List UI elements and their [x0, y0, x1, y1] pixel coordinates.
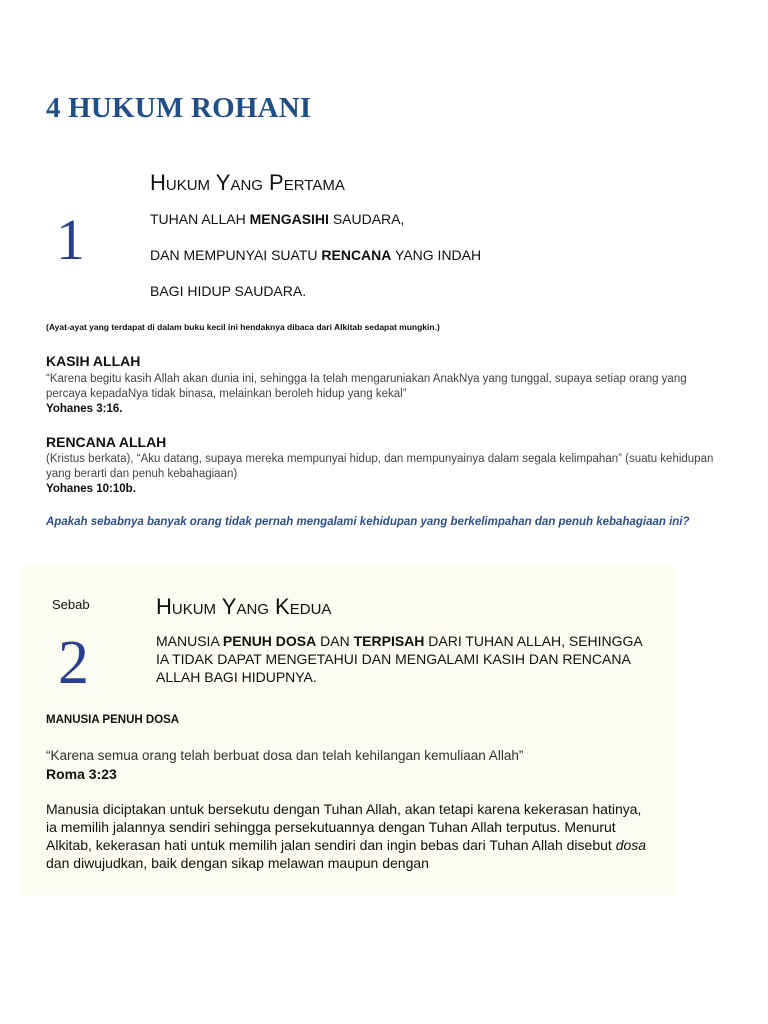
kasih-allah-text: “Karena begitu kasih Allah akan dunia ini, sehingga Ia telah mengaruniakan AnakNya yang tunggal, supaya setiap orang yang percaya kepadaNya tidak binasa, melainkan beroleh hidup yang kekal” [46, 373, 687, 400]
law-2-number: 2 [58, 629, 89, 697]
manusia-body-text: Manusia diciptakan untuk bersekutu dengan Tuhan Allah, akan tetapi karena kekerasan hatinya, ia memilih jalannya sendiri sehingga persekutuannya dengan Tuhan Allah terputus. Menurut Alkitab, kekerasan hati untuk memilih jalan sendiri dan ingin bebas dari Tuhan Allah disebut dosa dan diwujudkan, baik dengan sikap melawan maupun dengan [46, 801, 647, 871]
page-title: 4 HUKUM ROHANI [46, 92, 312, 124]
rencana-allah-ref: Yohanes 10:10b. [46, 483, 136, 495]
law-1-number: 1 [56, 207, 85, 272]
rencana-allah-text: (Kristus berkata), “Aku datang, supaya mereka mempunyai hidup, dan mempunyainya dalam segala kelimpahan” (suatu kehidupan yang berarti dan penuh kebahagiaan) [46, 453, 714, 480]
kasih-allah-title: KASIH ALLAH [46, 353, 141, 369]
sebab-label: Sebab [52, 597, 90, 612]
kasih-allah-ref: Yohanes 3:16. [46, 403, 123, 415]
manusia-penuh-dosa-title: MANUSIA PENUH DOSA [46, 714, 180, 726]
roma-quote: “Karena semua orang telah berbuat dosa dan telah kehilangan kemuliaan Allah” [46, 748, 524, 763]
law-2-statement: MANUSIA PENUH DOSA DAN TERPISAH DARI TUHAN ALLAH, SEHINGGA IA TIDAK DAPAT MENGETAHUI DAN MENGALAMI KASIH DAN RENCANA ALLAH BAGI HIDUPNYA. [156, 633, 642, 685]
law-2-heading: Hukum Yang Kedua [156, 594, 332, 619]
law-1-line-2: DAN MEMPUNYAI SUATU RENCANA YANG INDAH [150, 247, 482, 263]
law-1-line-1: TUHAN ALLAH MENGASIHI SAUDARA, [150, 211, 405, 227]
law-1-line-3: BAGI HIDUP SAUDARA. [150, 283, 307, 299]
law-1-heading: Hukum Yang Pertama [150, 170, 345, 195]
reading-note: (Ayat-ayat yang terdapat di dalam buku kecil ini hendaknya dibaca dari Alkitab sedapat mungkin.) [46, 322, 440, 332]
question-text: Apakah sebabnya banyak orang tidak pernah mengalami kehidupan yang berkelimpahan dan penuh kebahagiaan ini? [46, 516, 690, 528]
roma-ref: Roma 3:23 [46, 766, 117, 782]
rencana-allah-title: RENCANA ALLAH [46, 434, 167, 450]
